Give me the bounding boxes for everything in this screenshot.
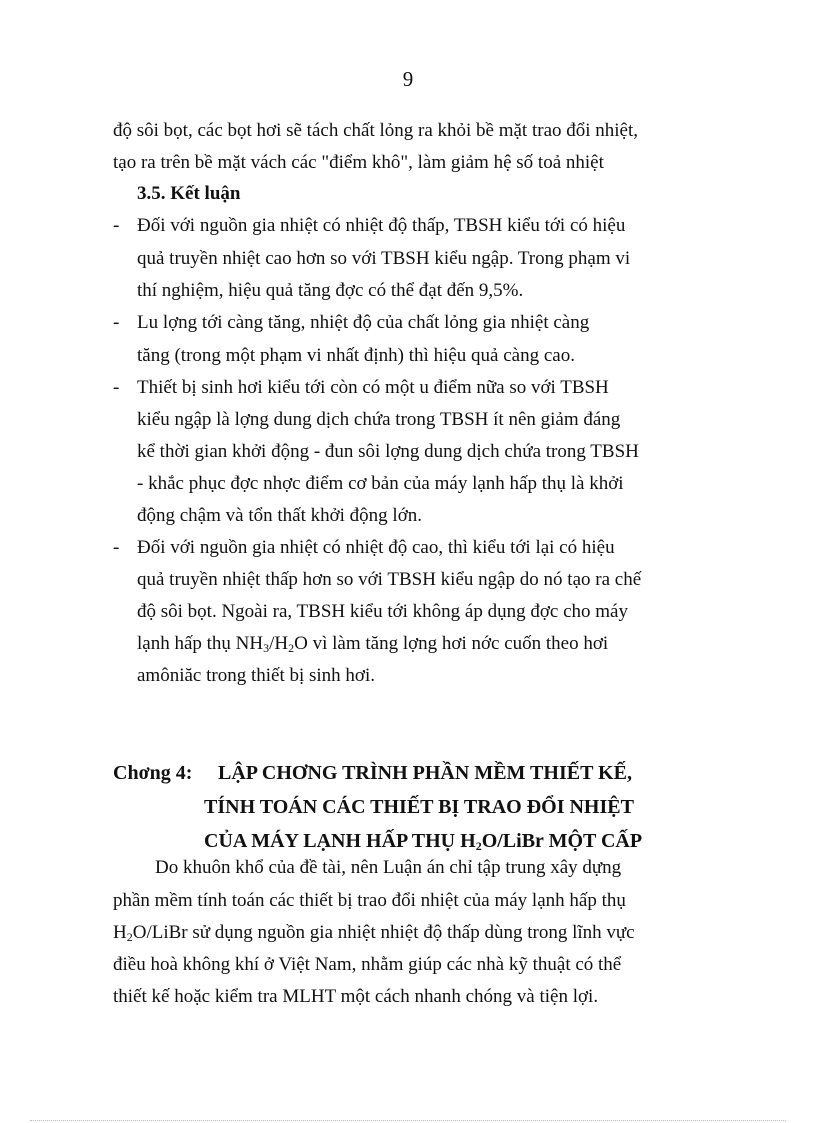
bullet-3-line-3: kể thời gian khởi động - đun sôi lợng dung dịch chứa trong TBSH	[137, 441, 639, 462]
bullet-2-line-2: tăng (trong một phạm vi nhất định) thì hiệu quả càng cao.	[137, 345, 575, 366]
chapter-title-line-2: TÍNH TOÁN CÁC THIẾT BỊ TRAO ĐỔI NHIỆT	[204, 796, 634, 818]
body-line-3: $H_2O$/LiBr sử dụng nguồn gia nhiệt nhiệt độ thấp dùng trong lĩnh vực	[113, 922, 635, 944]
body-line-1: Do khuôn khổ của đề tài, nên Luận án chỉ tập trung xây dựng	[155, 857, 622, 878]
body-line-2: phần mềm tính toán các thiết bị trao đổi nhiệt của máy lạnh hấp thụ	[113, 890, 626, 911]
bullet-4-line-3: độ sôi bọt. Ngoài ra, TBSH kiểu tới không áp dụng đợc cho máy	[137, 601, 628, 622]
bullet-4-line-5: amôniăc trong thiết bị sinh hơi.	[137, 665, 376, 686]
bullet-1-line-1: Đối với nguồn gia nhiệt có nhiệt độ thấp, TBSH kiểu tới có hiệu	[137, 215, 626, 236]
intro-line-1: độ sôi bọt, các bọt hơi sẽ tách chất lỏng ra khỏi bề mặt trao đổi nhiệt,	[113, 120, 639, 141]
page-number: 9	[402, 67, 414, 91]
bullet-3-line-5: động chậm và tổn thất khởi động lớn.	[137, 505, 422, 526]
chapter-label: Chơng 4:	[113, 762, 193, 784]
chapter-title-line-3: CỦA MÁY LẠNH HẤP THỤ $H_2O$/LiBr MỘT CẤP	[204, 830, 643, 853]
page-bottom-divider	[30, 1120, 786, 1121]
body-line-5: thiết kế hoặc kiểm tra MLHT một cách nhanh chóng và tiện lợi.	[113, 986, 599, 1007]
bullet-marker: -	[113, 312, 120, 333]
bullet-1-line-2: quả truyền nhiệt cao hơn so với TBSH kiểu ngập. Trong phạm vi	[137, 248, 631, 269]
bullet-3-line-4: - khắc phục đợc nhợc điểm cơ bản của máy lạnh hấp thụ là khởi	[137, 473, 624, 494]
body-line-4: điều hoà không khí ở Việt Nam, nhằm giúp các nhà kỹ thuật có thể	[113, 954, 622, 975]
bullet-marker: -	[113, 215, 120, 236]
bullet-4-line-4: lạnh hấp thụ $NH_3/H_2O$ vì làm tăng lợng hơi nớc cuốn theo hơi	[137, 633, 609, 655]
bullet-3-line-2: kiểu ngập là lợng dung dịch chứa trong TBSH ít nên giảm đáng	[137, 409, 621, 430]
intro-line-2: tạo ra trên bề mặt vách các "điểm khô", làm giảm hệ số toả nhiệt	[113, 152, 604, 173]
bullet-2-line-1: Lu lợng tới càng tăng, nhiệt độ của chất lỏng gia nhiệt càng	[137, 312, 590, 333]
bullet-marker: -	[113, 377, 120, 398]
chapter-title-line-1: LẬP CHƠNG TRÌNH PHẦN MỀM THIẾT KẾ,	[218, 762, 632, 784]
bullet-1-line-3: thí nghiệm, hiệu quả tăng đợc có thể đạt đến 9,5%.	[137, 280, 524, 301]
bullet-3-line-1: Thiết bị sinh hơi kiểu tới còn có một u điểm nữa so với TBSH	[137, 377, 609, 398]
section-heading: 3.5. Kết luận	[137, 183, 241, 204]
bullet-4-line-1: Đối với nguồn gia nhiệt có nhiệt độ cao, thì kiểu tới lại có hiệu	[137, 537, 615, 558]
bullet-4-line-2: quả truyền nhiệt thấp hơn so với TBSH kiểu ngập do nó tạo ra chế	[137, 569, 642, 590]
bullet-marker: -	[113, 537, 120, 558]
